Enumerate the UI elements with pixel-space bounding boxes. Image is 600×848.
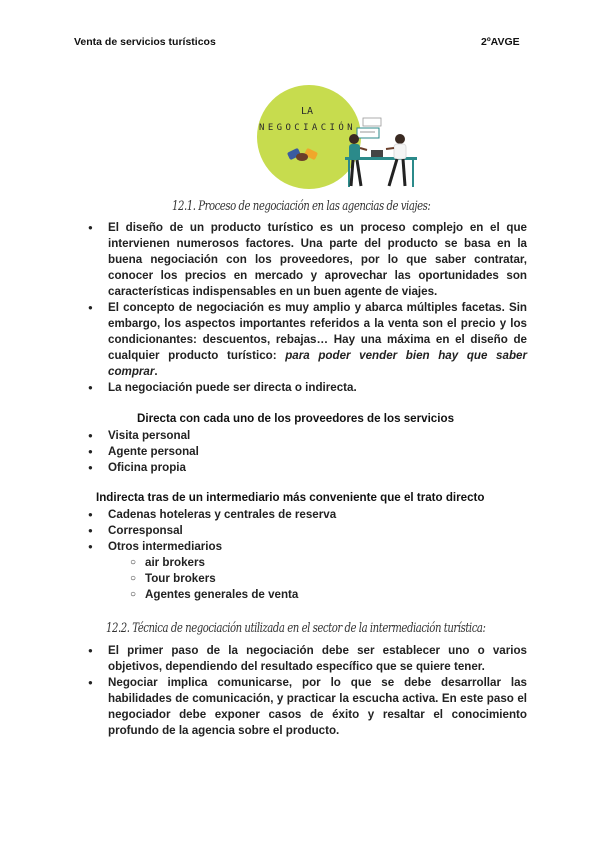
indirect-heading: Indirecta tras de un intermediario más conveniente que el trato directo xyxy=(96,491,485,504)
header-subject: Venta de servicios turísticos xyxy=(74,36,216,48)
direct-heading: Directa con cada uno de los proveedores de los servicios xyxy=(137,412,455,425)
list-item: ● La negociación puede ser directa o indirecta. xyxy=(86,380,527,396)
section-2-title: 12.2. Técnica de negociación utilizada en el sector de la intermediación turística: xyxy=(106,621,486,636)
list-item: ● Corresponsal xyxy=(86,523,527,539)
laptop-icon xyxy=(371,150,383,157)
sub-list-item: ○ Agentes generales de venta xyxy=(130,587,527,603)
negotiation-illustration xyxy=(253,84,421,190)
list-item: ● Cadenas hoteleras y centrales de reserva xyxy=(86,507,527,523)
green-circle-bg xyxy=(257,85,361,189)
sub-list-item: ○ Tour brokers xyxy=(130,571,527,587)
speech-bubble-icon xyxy=(363,118,381,126)
illustration-title-la: LA xyxy=(301,106,314,117)
speech-bubble-icon xyxy=(357,128,379,138)
list-item: ● El primer paso de la negociación debe ser establecer uno o varios objetivos, dependiendo del resultado específico que se quiere tener. xyxy=(86,643,527,675)
direct-list xyxy=(86,428,527,476)
indirect-list xyxy=(86,507,527,603)
list-item: ● Otros intermediarios xyxy=(86,539,527,555)
sub-list-item: ○ air brokers xyxy=(130,555,527,571)
section-1-title: 12.1. Proceso de negociación en las agencias de viajes: xyxy=(172,199,431,214)
list-item: ● Visita personal xyxy=(86,428,527,444)
list-item: ● El concepto de negociación es muy amplio y abarca múltiples facetas. Sin embargo, los aspectos importantes referidos a la venta son el precio y los condicionantes: descuentos, rebajas… Hay una máxima en el diseño de cualquier producto turístico: para poder vender bien hay que saber comprar. xyxy=(86,300,527,380)
emphasis-quote: para poder vender bien hay que saber comprar xyxy=(108,349,527,378)
list-item: ● El diseño de un producto turístico es un proceso complejo en el que intervienen numerosos factores. Una parte del producto se basa en la buena negociación con los proveedores, por lo que saber contratar, conocer los precios en mercado y aprovechar las oportunidades son características indispensables en un buen agente de viajes. xyxy=(86,220,527,300)
section-2-body xyxy=(86,643,527,739)
list-item: ● Oficina propia xyxy=(86,460,527,476)
list-item: ● Agente personal xyxy=(86,444,527,460)
illustration-title-negociacion: NEGOCIACIÓN xyxy=(259,123,357,133)
list-item: ● Negociar implica comunicarse, por lo que se debe desarrollar las habilidades de comunicación, y practicar la escucha activa. En este paso el negociador debe exponer casos de éxito y resaltar el conocimiento profundo de la agencia sobre el producto. xyxy=(86,675,527,739)
section-1-body xyxy=(86,220,527,396)
header-class: 2ºAVGE xyxy=(481,36,520,48)
